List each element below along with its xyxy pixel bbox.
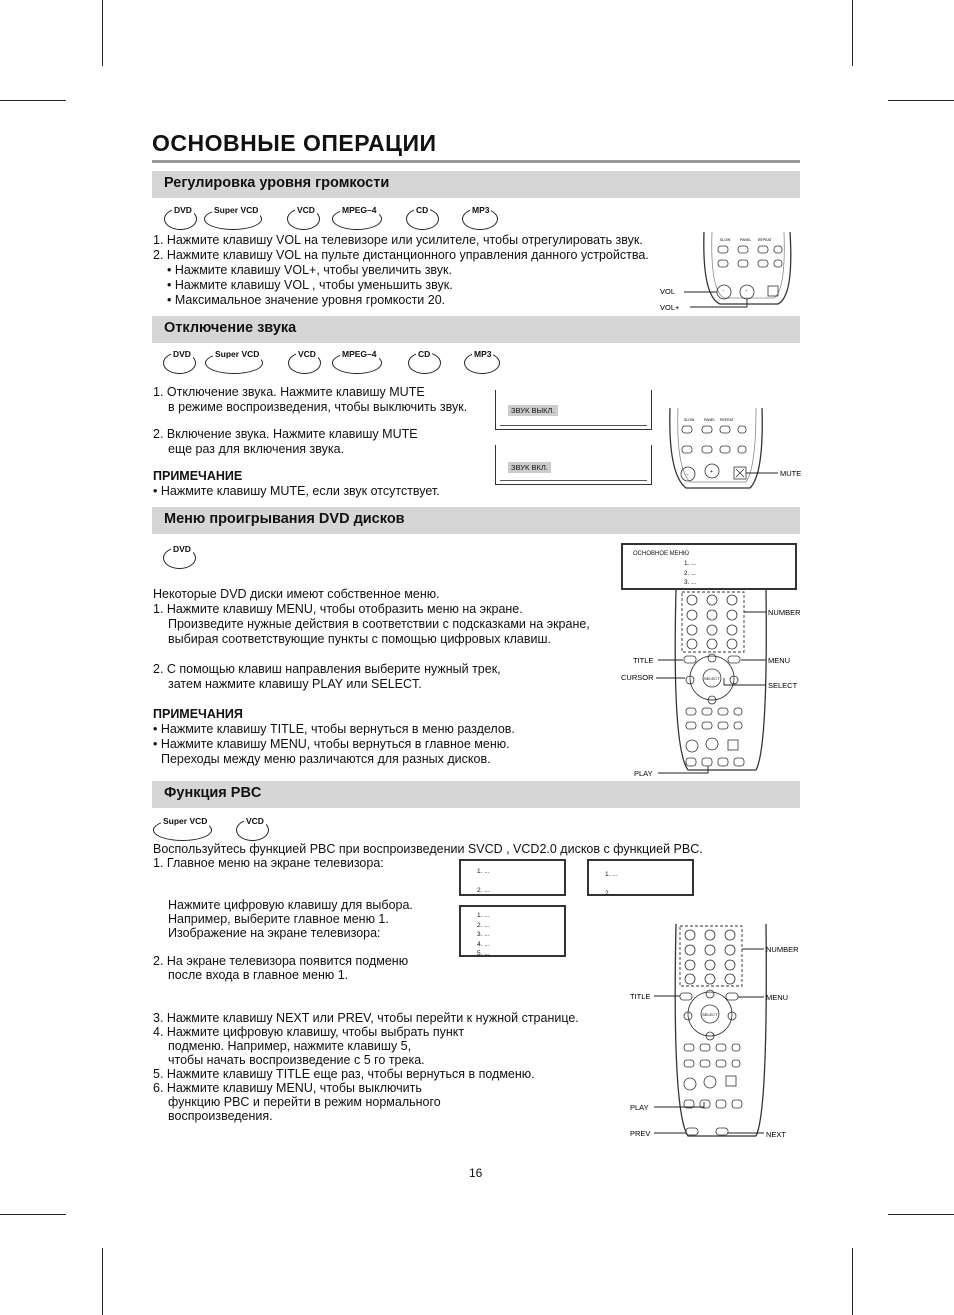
label-select: SELECT [768,681,798,690]
section-header-mute [152,316,800,343]
notes-heading: ПРИМЕЧАНИЯ [153,707,243,721]
pbc-step-6-cont: воспроизведения. [168,1109,273,1123]
pbc-step-1: 1. Главное меню на экране телевизора: [153,856,384,870]
disc-badge-svcd: Super VCD [205,352,263,374]
label-title: TITLE [630,992,651,1001]
pbc-step-2: 2. На экране телевизора появится подменю [153,954,409,968]
disc-badge-dvd: DVD [164,208,197,230]
label-menu: MENU [768,656,791,665]
pbc-sub: Нажмите цифровую клавишу для выбора. [168,898,413,912]
page-number: 16 [469,1166,483,1180]
screen-menu-title: ОСНОВНОЕ МЕНЮ [633,551,690,557]
crop-mark [852,0,853,66]
crop-mark [102,0,103,66]
pbc-step-4-cont: подменю. Например, нажмите клавишу 5, [168,1039,412,1053]
pbc-step-3: 3. Нажмите клавишу NEXT или PREV, чтобы перейти к нужной странице. [153,1011,579,1025]
disc-badge-dvd: DVD [163,547,196,569]
tv-screen-mute-on [495,445,652,485]
note-text: • Нажмите клавишу MENU, чтобы вернуться в главное меню. [153,737,510,751]
volume-bullet: • Нажмите клавишу VOL+, чтобы увеличить звук. [167,263,452,277]
svg-text:PANEL: PANEL [704,418,716,422]
pbc-step-4: 4. Нажмите цифровую клавишу, чтобы выбрать пункт [153,1025,465,1039]
label-mute: MUTE [780,469,802,478]
svg-text:SELECT: SELECT [702,1012,718,1017]
tv-screen-mute-off [495,390,652,430]
label-prev: PREV [630,1129,651,1138]
dvd-menu-intro: Некоторые DVD диски имеют собственное меню. [153,587,440,601]
remote-volume-illustration [660,226,800,314]
disc-badge-svcd: Super VCD [204,208,262,230]
section-title: Отключение звука [164,320,297,336]
dvd-menu-step-1: 1. Нажмите клавишу MENU, чтобы отобразить меню на экране. [153,602,523,616]
remote-navigation-illustration [618,588,808,778]
remote-mute-illustration [664,404,804,498]
svg-text:PANEL: PANEL [740,238,752,242]
section-header-dvd-menu [152,507,800,534]
pbc-step-6: 6. Нажмите клавишу MENU, чтобы выключить [153,1081,422,1095]
svg-text:−: − [686,472,689,478]
volume-step-1: 1. Нажмите клавишу VOL на телевизоре или усилителе, чтобы отрегулировать звук. [153,233,643,247]
volume-step-2: 2. Нажмите клавишу VOL на пульте дистанционного управления данного устройства. [153,248,649,262]
crop-mark [852,1248,853,1315]
svg-text:REPEAT: REPEAT [758,238,772,242]
label-number: NUMBER [768,608,801,617]
dvd-menu-step-1-cont: выбирая соответствующие пункты с помощью цифровых клавиш. [168,632,551,646]
label-cursor: CURSOR [621,673,654,682]
remote-pbc-illustration [624,922,814,1144]
pbc-sub: Например, выберите главное меню 1. [168,912,389,926]
svg-text:SLOW: SLOW [684,418,695,422]
svg-text:+: + [745,288,748,293]
pbc-step-6-cont: функцию PBC и перейти в режим нормального [168,1095,441,1109]
disc-badge-mp3: MP3 [462,208,498,230]
note-text: Переходы между меню различаются для разных дисков. [161,752,491,766]
pbc-step-4-cont: чтобы начать воспроизведение с 5 го трека. [168,1053,425,1067]
osd-mute-on: ЗВУК ВКЛ. [508,462,551,473]
volume-bullet: • Нажмите клавишу VOL , чтобы уменьшить звук. [167,278,453,292]
section-title: Регулировка уровня громкости [164,175,390,191]
screen-menu-items: 1. ... 2. ... [477,868,490,894]
osd-mute-off: ЗВУК ВЫКЛ. [508,405,558,416]
note-text: • Нажмите клавишу TITLE, чтобы вернуться в меню разделов. [153,722,515,736]
section-header-pbc [152,781,800,808]
disc-badge-vcd: VCD [236,819,269,841]
note-text: • Нажмите клавишу MUTE, если звук отсутствует. [153,484,440,498]
label-play: PLAY [634,769,653,778]
label-play: PLAY [630,1103,649,1112]
mute-step-2-cont: еще раз для включения звука. [168,442,345,456]
svg-text:SELECT: SELECT [704,676,720,681]
section-title: Меню проигрывания DVD дисков [164,511,405,527]
disc-badge-mpeg4: MPEG–4 [332,208,382,230]
disc-badge-svcd: Super VCD [153,819,212,841]
disc-badge-vcd: VCD [287,208,320,230]
crop-mark [888,100,954,101]
note-heading: ПРИМЕЧАНИЕ [153,469,243,483]
screen-menu-items: 1. ... 2. ... 3. ... 4. ... 5. ... [477,912,490,957]
page-title: ОСНОВНЫЕ ОПЕРАЦИИ [152,130,437,156]
volume-bullet: • Максимальное значение уровня громкости 20. [167,293,446,307]
tv-screen-pbc-main [459,859,566,896]
pbc-intro: Воспользуйтесь функцией PBC при воспроизведении SVCD , VCD2.0 дисков с функцией PBC. [153,842,703,856]
label-number: NUMBER [766,945,799,954]
section-title: Функция PBC [164,785,262,801]
svg-text:+: + [710,469,713,475]
title-rule [152,160,800,163]
disc-badge-mpeg4: MPEG–4 [332,352,382,374]
tv-screen-dvd-menu [621,543,797,590]
label-vol-plus: VOL+ [660,303,680,312]
disc-badge-cd: CD [406,208,439,230]
screen-menu-items: 1. ... 2. ... 3. ... [684,560,697,586]
dvd-menu-step-2: 2. С помощью клавиш направления выберите нужный трек, [153,662,501,676]
crop-mark [0,100,66,101]
label-menu: MENU [766,993,789,1002]
svg-text:REPEAT: REPEAT [720,418,734,422]
mute-step-1-cont: в режиме воспроизведения, чтобы выключить звук. [168,400,468,414]
section-header-volume [152,171,800,198]
label-vol: VOL [660,287,676,296]
pbc-sub: Изображение на экране телевизора: [168,926,381,940]
screen-menu-items: 1. ... 2. ... [605,871,618,897]
svg-text:SLOW: SLOW [720,238,731,242]
dvd-menu-step-1-cont: Произведите нужные действия в соответствии с подсказками на экране, [168,617,590,631]
disc-badge-dvd: DVD [163,352,196,374]
crop-mark [0,1214,66,1215]
label-title: TITLE [633,656,654,665]
crop-mark [102,1248,103,1315]
mute-step-1: 1. Отключение звука. Нажмите клавишу MUTE [153,385,425,399]
pbc-step-5: 5. Нажмите клавишу TITLE еще раз, чтобы вернуться в подменю. [153,1067,535,1081]
crop-mark [888,1214,954,1215]
label-next: NEXT [766,1130,787,1139]
tv-screen-pbc-submenu [459,905,566,957]
disc-badge-vcd: VCD [288,352,321,374]
disc-badge-cd: CD [408,352,441,374]
svg-text:−: − [722,288,725,293]
disc-badge-mp3: MP3 [464,352,500,374]
pbc-step-2-cont: после входа в главное меню 1. [168,968,349,982]
tv-screen-pbc-main-2 [587,859,694,896]
dvd-menu-step-2-cont: затем нажмите клавишу PLAY или SELECT. [168,677,422,691]
mute-step-2: 2. Включение звука. Нажмите клавишу MUTE [153,427,418,441]
